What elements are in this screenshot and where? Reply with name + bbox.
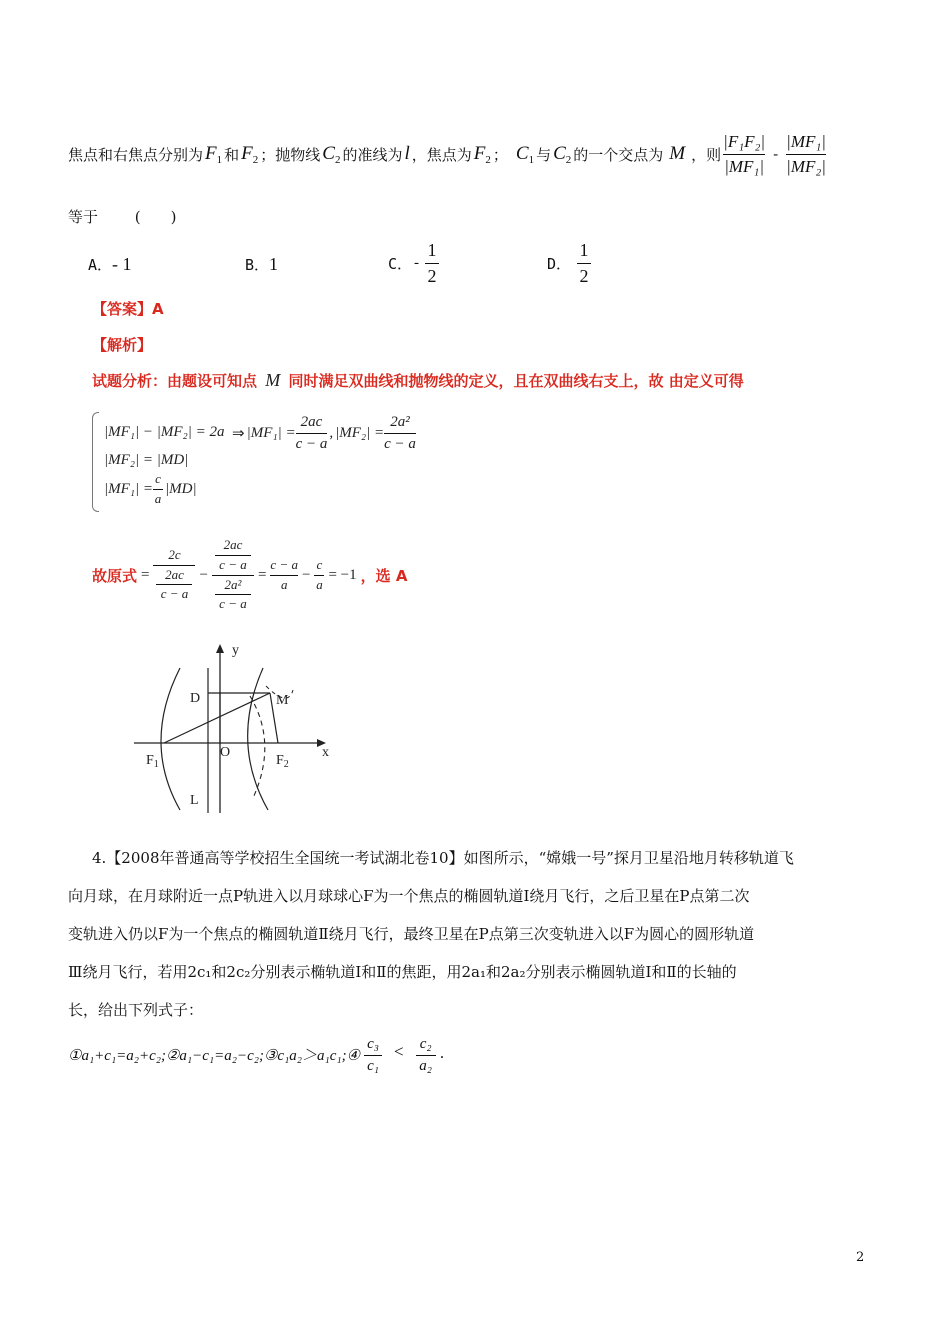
- label-o: O: [220, 745, 231, 760]
- answer-blank: ( ): [134, 208, 177, 226]
- label-f2: $F_2$: [276, 753, 289, 770]
- system-brace: [92, 412, 99, 512]
- q4-line-2: 向月球，在月球附近一点P轨进入以月球球心F为一个焦点的椭圆轨道Ⅰ绕月飞行，之后卫星在P点第二次: [68, 887, 750, 905]
- text-segment: ，焦点为: [411, 145, 472, 164]
- option-c-fraction: $\frac{1}{2}$: [425, 240, 439, 286]
- q4-line-5: 长，给出下列式子：: [68, 1001, 204, 1019]
- hyperbola-left-branch: [161, 668, 180, 810]
- fraction-3: $\frac{c - a}{a}$: [270, 556, 298, 592]
- equation-3: |MF₁| = $\frac{c}{a}$ |MD|: [104, 471, 197, 506]
- equation-system: [92, 412, 512, 512]
- option-c: C． - $\frac{1}{2}$: [388, 240, 439, 286]
- option-b: B．1: [245, 254, 279, 274]
- math-c1: $C_1$: [515, 142, 535, 166]
- label-f1: $F_1$: [146, 753, 159, 770]
- q4-line-3: 变轨进入仍以F为一个焦点的椭圆轨道Ⅱ绕月飞行，最终卫星在P点第三次变轨进入以F为圆心的圆形轨道: [68, 925, 755, 943]
- math-f2: $F_2$: [241, 142, 259, 166]
- q4-line-1: 4.【2008年普通高等学校招生全国统一考试湖北卷10】如图所示，“嫦娥一号”探月卫星沿地月转移轨道飞: [92, 849, 794, 867]
- y-axis-arrow: [216, 644, 224, 653]
- text-segment: 和: [224, 145, 240, 164]
- text-segment: 焦点和右焦点分别为: [68, 145, 204, 164]
- math-f1: $F_1$: [205, 142, 223, 166]
- fraction-4: $\frac{c}{a}$: [316, 556, 323, 592]
- implication-result: ⇒ |MF₁| = $\frac{2ac}{c - a}$ , |MF₂| = $\frac{\text{2a²}}{c - a}$: [232, 414, 416, 453]
- label-x: x: [322, 745, 329, 760]
- fraction-2: $\frac{\text{|MF₁|}}{\text{|MF₂|}}$: [786, 131, 826, 176]
- math-f2b: $F_2$: [473, 142, 491, 166]
- analysis-tag: 【解析】: [92, 336, 153, 354]
- math-c2: $C_2$: [322, 142, 341, 166]
- text-segment: ；抛物线: [260, 145, 321, 164]
- label-l: L: [190, 793, 199, 808]
- hyperbola-right-branch: [248, 668, 268, 810]
- fraction-1: $\frac{\text{|F₁F₂|}}{\text{|MF₁|}}$: [723, 131, 766, 176]
- option-d-fraction: $\frac{1}{2}$: [577, 240, 591, 286]
- hyperbola-parabola-figure: [128, 638, 338, 818]
- label-y: y: [232, 643, 239, 658]
- answer-tag: 【答案】A: [92, 300, 164, 318]
- segment-f1m: [164, 693, 270, 743]
- math-c2b: $C_2$: [553, 142, 572, 166]
- option-d: D． $\frac{1}{2}$: [547, 240, 591, 286]
- text-segment: 等于: [68, 208, 99, 226]
- conclusion: 故原式 = $\frac{2c}{\frac{2ac}{c - a}}$ − $\frac{\frac{2ac}{c - a}}{\frac{\text{2a²}}{c - a}}$ = $\frac{c - a}{a}$ − $\frac{c}{a}$ = −1 ，选 A: [92, 536, 408, 612]
- text-segment: 的准线为: [342, 145, 403, 164]
- q4-fraction-1: $\frac{\text{c₃}}{\text{c₁}}$: [364, 1036, 382, 1076]
- complex-fraction-1: $\frac{2c}{\frac{2ac}{c - a}}$: [153, 548, 195, 603]
- label-m: M: [276, 693, 289, 708]
- minus-sign: -: [773, 145, 779, 163]
- parabola-dashed: [250, 696, 265, 798]
- text-segment: 的一个交点为: [573, 145, 664, 164]
- complex-fraction-2: $\frac{\frac{2ac}{c - a}}{\frac{\text{2a²}}{c - a}}$: [212, 538, 254, 613]
- math-l: l: [404, 143, 410, 164]
- analysis-text: 试题分析：由题设可知点 M 同时满足双曲线和抛物线的定义，且在双曲线右支上，故 由定义可得: [92, 370, 744, 390]
- math-m: M: [669, 143, 686, 164]
- question-line-2: [68, 206, 177, 227]
- page-number: 2: [856, 1250, 865, 1265]
- option-a: A．- 1: [88, 254, 132, 274]
- equation-2: |MF₂| = |MD|: [104, 452, 189, 468]
- text-segment: ，则: [691, 145, 722, 164]
- equation-1: |MF₁| − |MF₂| = 2a: [104, 424, 225, 440]
- text-segment: ；: [492, 145, 508, 164]
- q4-line-4: Ⅲ绕月飞行，若用2c₁和2c₂分别表示椭轨道Ⅰ和Ⅱ的焦距，用2a₁和2a₂分别表示椭圆轨道Ⅰ和Ⅱ的长轴的: [68, 963, 737, 981]
- q4-fraction-2: $\frac{\text{c₂}}{\text{a₂}}$: [416, 1036, 436, 1076]
- question-line-1: [68, 130, 826, 178]
- q4-formulas: ①a₁+c₁=a₂+c₂;②a₁−c₁=a₂−c₂;③c₁a₂＞a₁c₁;④ $\frac{\text{c₃}}{\text{c₁}}$ < $\frac{\text{c₂}}{\text{a₂}}$ .: [68, 1036, 445, 1075]
- label-d: D: [190, 691, 201, 706]
- text-segment: 与: [536, 145, 552, 164]
